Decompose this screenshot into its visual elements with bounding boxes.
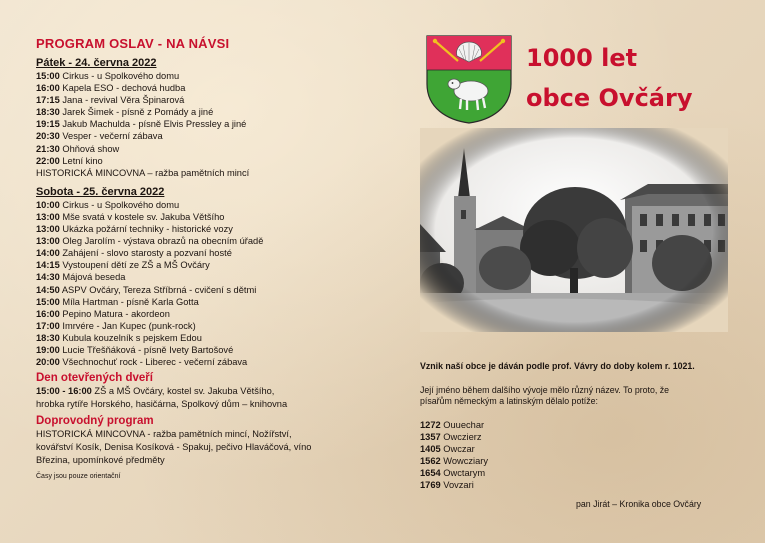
- side-program-text: [36, 428, 381, 467]
- friday-item-text: Vesper - večerní zábava: [59, 131, 163, 142]
- program-title: PROGRAM OSLAV - NA NÁVSI: [36, 36, 230, 51]
- friday-item-time: 17:15: [36, 95, 60, 106]
- saturday-item: [36, 308, 381, 320]
- saturday-item-time: 14:30: [36, 272, 60, 283]
- saturday-item-time: 19:00: [36, 344, 60, 355]
- times-note: Časy jsou pouze orientační: [36, 473, 121, 481]
- friday-item-time: 20:30: [36, 131, 60, 142]
- friday-item: [36, 82, 381, 94]
- open-doors-time: 15:00 - 16:00: [36, 386, 92, 397]
- friday-item-time: 19:15: [36, 119, 60, 130]
- saturday-item-time: 13:00: [36, 211, 60, 222]
- saturday-item-text: Oleg Jarolím - výstava obrazů na obecním úřadě: [59, 236, 264, 247]
- saturday-item: [36, 247, 381, 259]
- friday-item: [36, 155, 381, 167]
- historic-name: [420, 467, 740, 479]
- friday-item-text: Kapela ESO - dechová hudba: [59, 83, 186, 94]
- saturday-item-time: 18:30: [36, 332, 60, 343]
- saturday-item-time: 14:00: [36, 248, 60, 259]
- historic-name: [420, 419, 740, 431]
- historic-name-name: Owczar: [440, 443, 475, 454]
- friday-item: [36, 130, 381, 142]
- friday-item: [36, 143, 381, 155]
- friday-item-text: Jana - revival Věra Špinarová: [59, 95, 185, 106]
- friday-item: [36, 70, 381, 82]
- friday-item-text: Cirkus - u Spolkového domu: [59, 71, 180, 81]
- side-program-line2: kovářství Kosík, Denisa Kosíková - Spakuj, pečivo Hlaváčová, víno: [36, 442, 312, 453]
- saturday-schedule: [36, 199, 381, 368]
- side-program-line3: Březina, upomínkové předměty: [36, 455, 165, 466]
- saturday-item-time: 13:00: [36, 224, 60, 235]
- historic-name-name: Vovzari: [440, 480, 474, 491]
- historic-name-name: Ouuechar: [440, 419, 485, 430]
- saturday-item-time: 15:00: [36, 296, 60, 307]
- friday-extra: HISTORICKÁ MINCOVNA – ražba pamětních mincí: [36, 167, 250, 178]
- historic-name-name: Wowcziary: [440, 456, 489, 467]
- saturday-item-text: Lucie Třešňáková - písně Ivety Bartošové: [59, 344, 234, 355]
- historic-name: [420, 431, 740, 443]
- historic-name-year: 1562: [420, 456, 441, 467]
- saturday-heading: Sobota - 25. června 2022: [36, 185, 165, 198]
- historic-name: [420, 479, 740, 491]
- saturday-item-text: Zahájení - slovo starosty a pozvaní hosté: [59, 248, 232, 259]
- saturday-item: [36, 332, 381, 344]
- friday-item: [36, 106, 381, 118]
- historic-name-year: 1357: [420, 431, 441, 442]
- saturday-item: [36, 211, 381, 223]
- saturday-item-time: 16:00: [36, 308, 60, 319]
- history-lead: Vznik naší obce je dáván podle prof. Vávry do doby kolem r. 1021.: [420, 361, 695, 371]
- friday-item-text: Ohňová show: [59, 143, 120, 154]
- side-program-heading: Doprovodný program: [36, 415, 154, 428]
- historic-name-year: 1405: [420, 443, 441, 454]
- saturday-item-text: Májová beseda: [59, 272, 126, 283]
- historic-name-name: Owctarym: [440, 468, 486, 479]
- saturday-item-text: Cirkus - u Spolkového domu: [59, 199, 180, 210]
- title-line-2: obce Ovčáry: [526, 84, 693, 112]
- historic-name-year: 1272: [420, 419, 441, 430]
- historic-name-name: Owczierz: [440, 431, 482, 442]
- friday-item-time: 22:00: [36, 155, 60, 166]
- historic-name: [420, 443, 740, 455]
- saturday-item-text: Ukázka požární techniky - historické vozy: [59, 224, 233, 235]
- saturday-item-time: 20:00: [36, 357, 60, 368]
- program-column: [36, 36, 381, 480]
- saturday-item: [36, 356, 381, 368]
- saturday-item-time: 13:00: [36, 236, 60, 247]
- friday-item-time: 21:30: [36, 143, 60, 154]
- friday-item-text: Letní kino: [59, 155, 103, 166]
- saturday-item-text: Vystoupení dětí ze ZŠ a MŠ Ovčáry: [59, 260, 210, 271]
- historic-name-year: 1654: [420, 468, 441, 479]
- friday-item: [36, 94, 381, 106]
- historic-names-list: [420, 419, 740, 492]
- coat-of-arms: [425, 34, 513, 124]
- saturday-item-text: Všechnochuť rock - Liberec - večerní zábava: [59, 357, 248, 368]
- saturday-item-text: Míla Hartman - písně Karla Gotta: [59, 296, 199, 307]
- saturday-item-text: ASPV Ovčáry, Tereza Stříbrná - cvičení s dětmi: [59, 284, 257, 295]
- friday-schedule: [36, 70, 381, 167]
- friday-item-time: 18:30: [36, 107, 60, 118]
- history-para-2: písařům německým a latinským dělalo potíže:: [420, 396, 598, 407]
- saturday-item: [36, 271, 381, 283]
- saturday-item: [36, 320, 381, 332]
- history-text: [420, 361, 740, 491]
- saturday-item: [36, 284, 381, 296]
- saturday-item-text: Pepino Matura - akordeon: [59, 308, 170, 319]
- friday-item-time: 15:00: [36, 71, 60, 81]
- saturday-item-text: Kubula kouzelník s pejskem Edou: [59, 332, 202, 343]
- saturday-item: [36, 223, 381, 235]
- friday-item-text: Jarek Šimek - písně z Pomády a jiné: [59, 107, 214, 118]
- saturday-item-time: 10:00: [36, 199, 60, 210]
- history-para-1: Její jméno během dalšího vývoje mělo různý název. To proto, že: [420, 384, 670, 395]
- saturday-item: [36, 344, 381, 356]
- saturday-item: [36, 199, 381, 211]
- open-doors-text: [36, 385, 381, 411]
- saturday-item-text: Mše svatá v kostele sv. Jakuba Většího: [59, 211, 225, 222]
- open-doors-heading: Den otevřených dveří: [36, 372, 153, 385]
- historic-name: [420, 455, 740, 467]
- historic-name-year: 1769: [420, 480, 441, 491]
- friday-heading: Pátek - 24. června 2022: [36, 57, 157, 69]
- saturday-item-time: 14:15: [36, 260, 60, 271]
- saturday-item-text: Imrvére - Jan Kupec (punk-rock): [59, 320, 196, 331]
- saturday-item: [36, 259, 381, 271]
- title-line-1: 1000 let: [526, 44, 638, 72]
- open-doors-line2: hrobka rytíře Horského, hasičárna, Spolkový dům – knihovna: [36, 399, 288, 410]
- saturday-item-time: 14:50: [36, 284, 60, 295]
- saturday-item: [36, 235, 381, 247]
- saturday-item-time: 17:00: [36, 320, 60, 331]
- friday-item: [36, 118, 381, 130]
- historic-village-photo: [420, 128, 728, 332]
- signature: pan Jirát – Kronika obce Ovčáry: [576, 499, 702, 509]
- friday-item-time: 16:00: [36, 83, 60, 94]
- open-doors-line1: ZŠ a MŠ Ovčáry, kostel sv. Jakuba Většího,: [91, 386, 275, 397]
- friday-item-text: Jakub Machulda - písně Elvis Pressley a jiné: [59, 119, 247, 130]
- side-program-line1: HISTORICKÁ MINCOVNA - ražba pamětních mincí, Nožířství,: [36, 429, 292, 440]
- saturday-item: [36, 296, 381, 308]
